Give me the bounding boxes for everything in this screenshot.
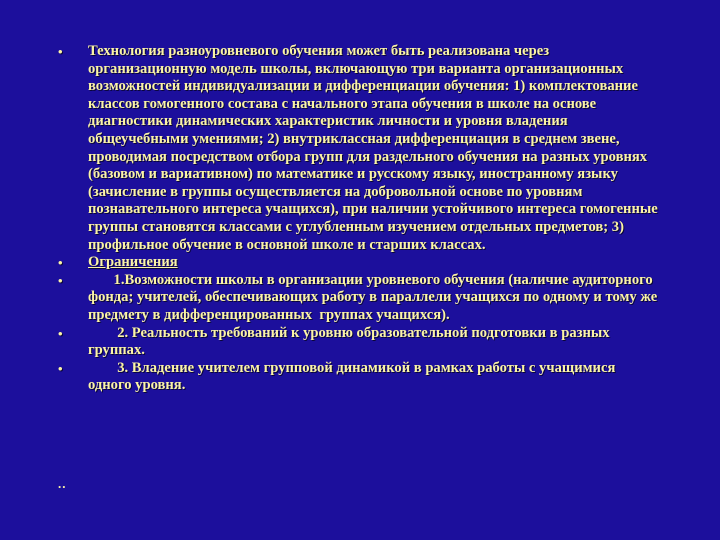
- bullet-icon: •: [58, 360, 63, 376]
- list-item: [58, 360, 662, 395]
- bullet-icon: •: [58, 255, 63, 271]
- bullet-list: [58, 43, 662, 395]
- limitations-heading: Ограничения: [88, 254, 178, 271]
- limitation-1-text: 1.Возможности школы в организации уровневого обучения (наличие аудиторного фонда; учителей, обеспечивающих работу в параллели учащихся по одному и тому же предмету в дифференцированных группах учащихся).: [88, 271, 661, 323]
- bullet-icon: •: [58, 272, 63, 288]
- list-item: [58, 272, 662, 325]
- list-item: [58, 325, 662, 360]
- trailing-mark: ..: [58, 476, 67, 491]
- paragraph-organizational-model: Технология разноуровневого обучения может быть реализована через организационную модель школы, включающую три варианта организационных возможностей индивидуализации и дифференциации обучения: 1) комплектование классов гомогенного состава с начального этапа обучения в школе на основе диагностики динамических характеристик личности и уровня владения общеучебными умениями; 2) внутриклассная дифференциация в среднем звене, проводимая посредством отбора групп для раздельного обучения на разных уровнях (базовом и вариативном) по математике и русскому языку, иностранному языку (зачисление в группы осуществляется на добровольной основе по уровням познавательного интереса учащихся), при наличии устойчивого интереса гомогенные группы становятся классами с углубленным изучением отдельных предметов; 3) профильное обучение в основной школе и старших классах.: [88, 43, 658, 253]
- list-item: [58, 43, 662, 254]
- list-item: [58, 254, 662, 272]
- bullet-icon: •: [58, 44, 63, 59]
- bullet-icon: •: [58, 325, 63, 341]
- limitation-3-text: 3. Владение учителем групповой динамикой в рамках работы с учащимися одного уровня.: [88, 359, 619, 394]
- limitation-2-text: 2. Реальность требований к уровню образовательной подготовки в разных группах.: [88, 324, 614, 359]
